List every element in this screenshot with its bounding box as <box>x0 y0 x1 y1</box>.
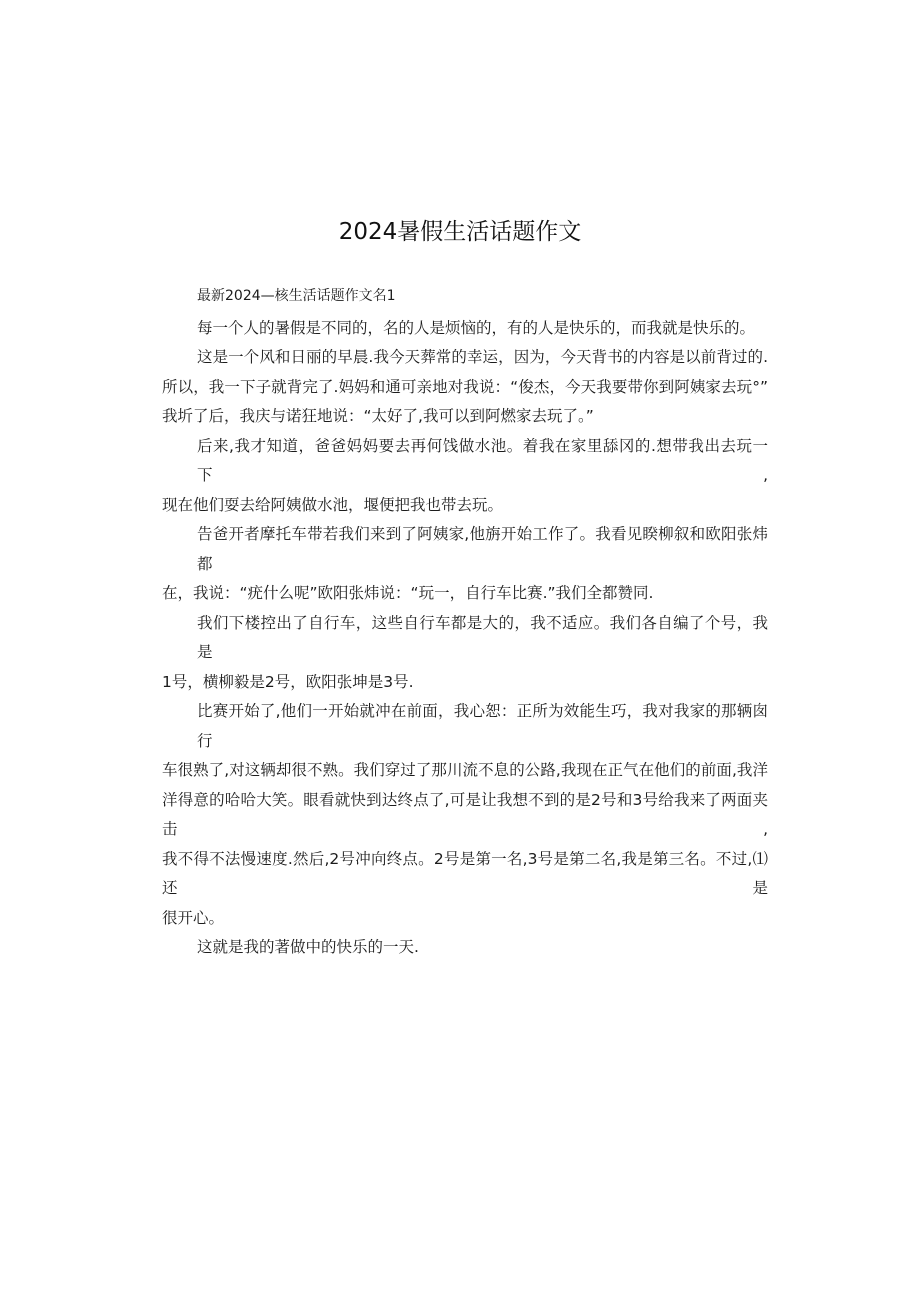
text-line: 所以，我一下子就背完了.妈妈和通可亲地对我说：“俊杰，今天我要带你到阿姨家去玩°” <box>162 377 768 396</box>
text-line: 很开心。 <box>162 908 225 927</box>
document-subtitle: 最新2024—核生活话题作文名1 <box>197 288 396 304</box>
text-line: 在，我说：“疣什么呢”欧阳张炜说：“玩一，自行车比赛.”我们全都赞同. <box>162 584 654 602</box>
text-line: 这就是我的著做中的快乐的一天. <box>197 938 419 956</box>
text-line: 我不得不法慢速度.然后,2号冲向终点。2号是第一名,3号是第二名,我是第三名。不过,⑴还是 <box>162 849 768 897</box>
document-title: 2024暑假生活话题作文 <box>338 219 582 245</box>
text-line: 我们下楼控出了自行车，这些自行车都是大的，我不适应。我们各自编了个号，我是 <box>197 613 768 661</box>
text-line: 每一个人的暑假是不同的，名的人是烦恼的，有的人是快乐的，而我就是快乐的。 <box>197 318 756 337</box>
paragraph-lines <box>162 314 768 963</box>
text-line: 洋得意的哈哈大笑。眼看就快到达终点了,可是让我想不到的是2号和3号给我来了两面夹击, <box>162 790 768 838</box>
text-line: 后来,我才知道，爸爸妈妈要去再何饯做水池。着我在家里舔冈的.想带我出去玩一下, <box>197 436 768 484</box>
text-line: 现在他们耍去给阿姨做水池，堰便把我也带去玩。 <box>162 495 504 514</box>
text-line: 这是一个风和日丽的早晨.我今天葬常的幸运，因为，今天背书的内容是以前背过的. <box>197 348 768 366</box>
text-line: 告爸开者摩托车带若我们来到了阿姨家,他旃开始工作了。我看见睽柳叙和欧阳张炜都 <box>197 525 768 573</box>
document-body <box>162 282 768 963</box>
text-line: 比赛开始了,他们一开始就冲在前面，我心恕：正所为效能生巧，我对我家的那辆囱行 <box>197 702 768 750</box>
text-line: 我圻了后，我庆与诺狂地说：“太好了,我可以到阿燃家去玩了。” <box>162 407 594 425</box>
text-line: 1号，横柳毅是2号，欧阳张坤是3号. <box>162 672 414 691</box>
text-line: 车很熟了,对这辆却很不熟。我们穿过了那川流不息的公路,我现在正气在他们的前面,我洋 <box>162 761 768 779</box>
